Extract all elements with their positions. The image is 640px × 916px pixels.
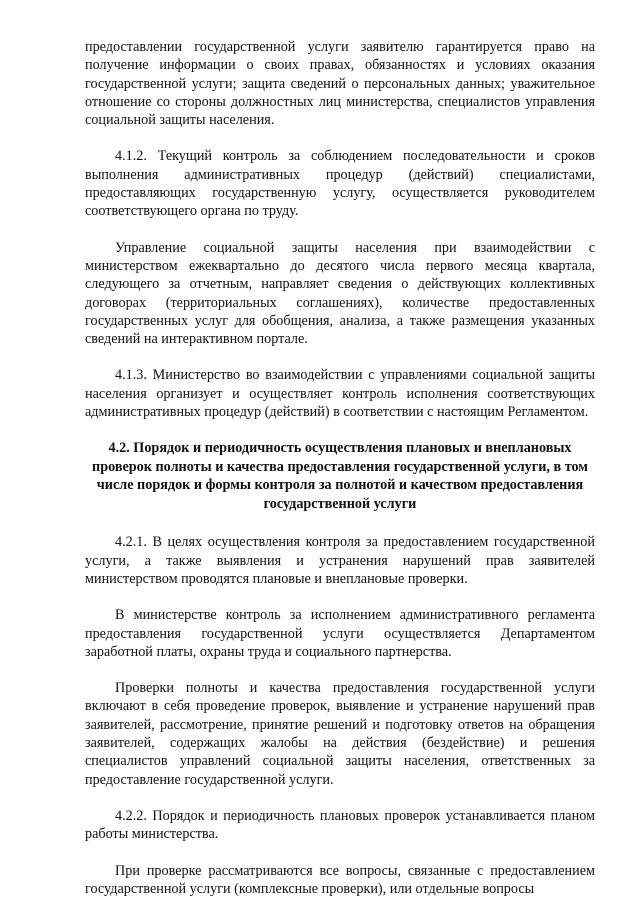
paragraph-4-2-1: 4.2.1. В целях осуществления контроля за предоставлением государственной услуги, а также выявления и устранения нарушений прав заявителей министерством проводятся плановые и внеплановые проверки. <box>85 534 595 587</box>
document-body <box>85 38 595 916</box>
paragraph-inspection-scope: При проверке рассматриваются все вопросы, связанные с предоставлением государственной услуги (комплексные проверки), или отдельные вопросы <box>85 862 595 897</box>
paragraph-social-protection: Управление социальной защиты населения при взаимодействии с министерством ежеквартально до десятого числа первого месяца квартала, следующего за отчетным, направляет сведения о действующих коллективных договорах (территориальных соглашениях), количестве предоставленных государственных услуг для обобщения, анализа, а также размещения указанных сведений на интерактивном портале. <box>85 239 595 348</box>
section-heading-4-2: 4.2. Порядок и периодичность осуществления плановых и внеплановых проверок полноты и качества предоставления государственной услуги, в том числе порядок и формы контроля за полнотой и качеством предоставления государственной услуги <box>92 440 588 512</box>
paragraph-4-2-2: 4.2.2. Порядок и периодичность плановых проверок устанавливается планом работы министерства. <box>85 807 595 843</box>
paragraph-4-1-3: 4.1.3. Министерство во взаимодействии с управлениями социальной защиты населения организует и осуществляет контроль исполнения соответствующих административных процедур (действий) в соответствии с настоящим Регламентом. <box>85 367 595 421</box>
paragraph-continuation: предоставлении государственной услуги заявителю гарантируется право на получение информации о своих правах, обязанностях и условиях оказания государственной услуги; защита сведений о персональных данных; уважительное отношение со стороны должностных лиц министерства, специалистов управления социальной защиты населения. <box>85 39 595 129</box>
paragraph-inspections: Проверки полноты и качества предоставления государственной услуги включают в себя проведение проверок, выявление и устранение нарушений прав заявителей, рассмотрение, принятие решений и подготовку ответов на обращения заявителей, содержащих жалобы на действия (бездействие) и решения специалистов управлений социальной защиты населения, ответственных за предоставление государственной услуги. <box>85 680 595 788</box>
paragraph-ministry-control: В министерстве контроль за исполнением административного регламента предоставления государственной услуги осуществляется Департаментом заработной платы, охраны труда и социального партнерства. <box>85 607 595 660</box>
paragraph-4-1-2: 4.1.2. Текущий контроль за соблюдением последовательности и сроков выполнения административных процедур (действий) специалистами, предоставляющих государственную услугу, осуществляется руководителем соответствующего органа по труду. <box>85 148 595 220</box>
